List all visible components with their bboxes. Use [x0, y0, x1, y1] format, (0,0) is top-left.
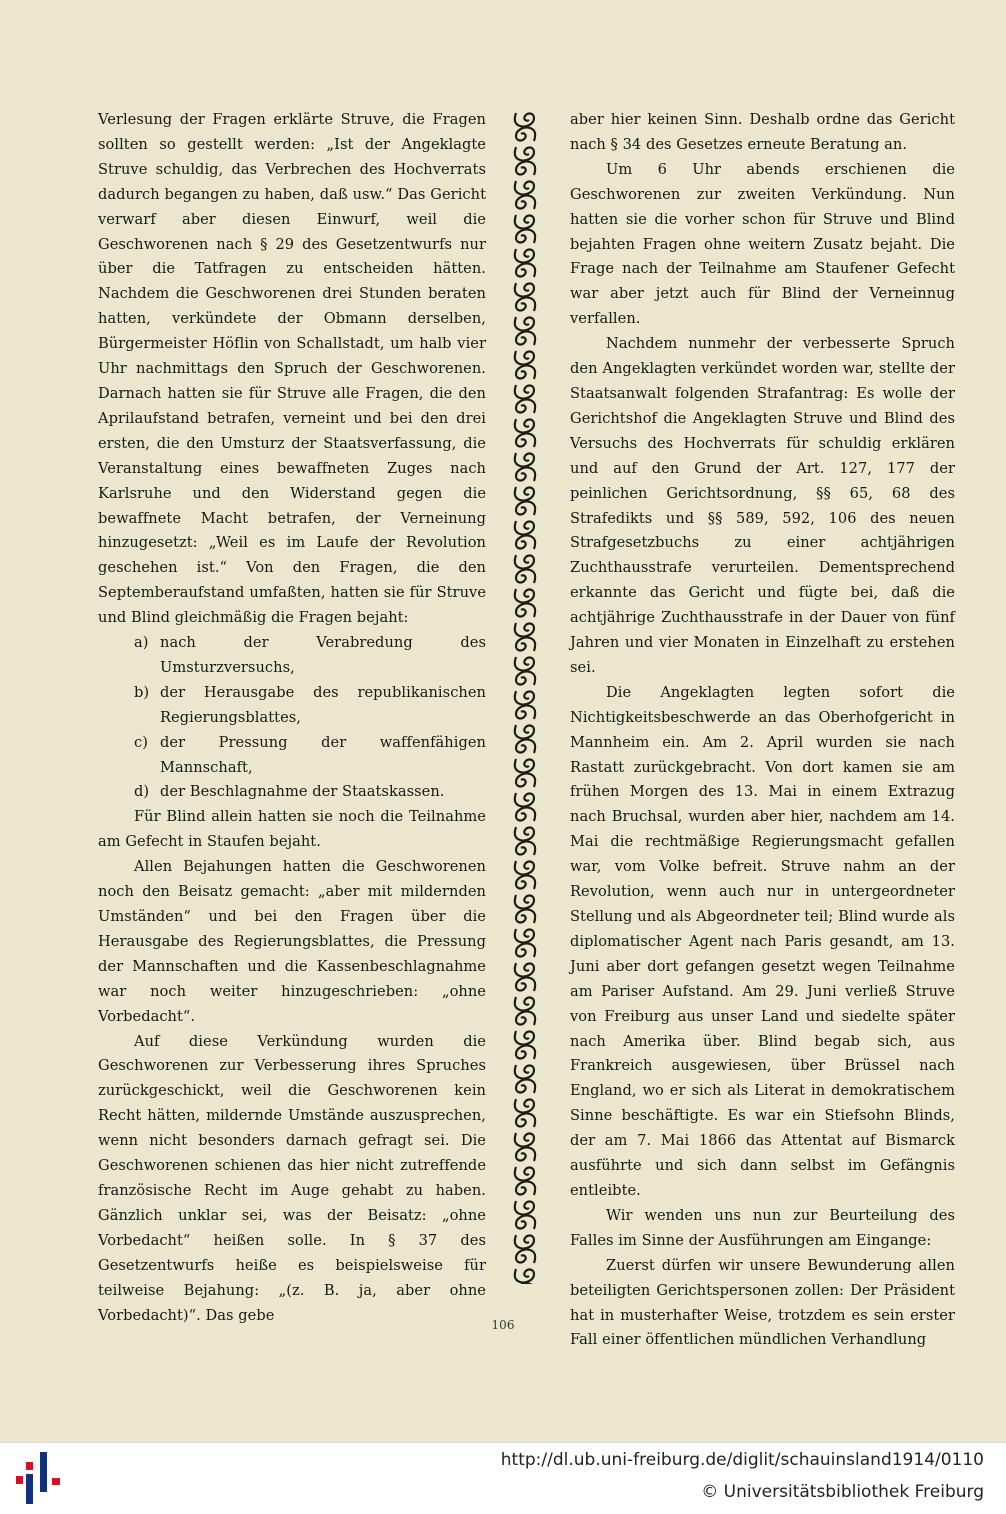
- paragraph: Nachdem nunmehr der verbesserte Spruch den Angeklagten verkündet worden war, stellte der Staatsanwalt folgenden Strafantrag: Es wolle der Gerichtshof die Angeklagten Struve und Blind des Versuchs des Hochverrats für schuldig erklären und auf den Grund der Art. 127, 177 der peinlichen Gerichtsordnung, §§ 65, 68 des Strafedikts und §§ 589, 592, 106 des neuen Strafgesetzbuchs zu einer achtjährigen Zuchthausstrafe verurteilen. Dementsprechend erkannte das Gericht und fügte bei, daß die achtjährige Zuchthausstrafe in der Dauer von fünf Jahren und vier Monaten in Einzelhaft zu erstehen sei.: [570, 335, 955, 676]
- list-item: [98, 731, 486, 781]
- list-item-text: der Beschlagnahme der Staatskassen.: [160, 783, 445, 801]
- list-item: [98, 681, 486, 731]
- ornamental-border: [512, 110, 538, 1284]
- paragraph: Zuerst dürfen wir unsere Bewunderung allen beteiligten Gerichtspersonen zollen: Der Präsident hat in musterhafter Weise, trotzdem es sein erster Fall einer öffentlichen mündlichen Verhandlung: [570, 1256, 955, 1349]
- list-item-text: nach der Verabredung des Umsturzversuchs,: [160, 634, 486, 676]
- list-marker: a): [134, 634, 149, 652]
- list-marker: b): [134, 683, 150, 701]
- list-item-text: der Herausgabe des republikanischen Regierungsblattes,: [160, 683, 486, 726]
- left-text-column: [98, 108, 486, 1328]
- paragraph: Die Angeklagten legten sofort die Nichtigkeitsbeschwerde an das Oberhofgericht in Mannheim ein. Am 2. April wurden sie nach Rastatt zurückgebracht. Von dort kamen sie am frühen Morgen des 13. Mai in einem Extrazug nach Bruchsal, wurden aber hier, nachdem am 14. Mai die rechtmäßige Regierungsmacht gefallen war, vom Volke befreit. Struve nahm an der Revolution, wenn auch nur in untergeordneter Stellung und als Abgeordneter teil; Blind wurde als diplomatischer Agent nach Paris gesandt, am 13. Juni aber dort gefangen gesetzt wegen Teilnahme am Pariser Aufstand. Am 29. Juni verließ Struve von Freiburg aus unser Land und siedelte später nach Amerika über. Blind begab sich, aus Frankreich ausgewiesen, über Brüssel nach England, wo er sich als Literat in demokratischem Sinne beschäftigte. Es war ein Stiefsohn Blinds, der am 7. Mai 1866 das Attentat auf Bismarck ausführte und sich dann selbst im Gefängnis entleibte.: [570, 683, 955, 1199]
- paragraph: aber hier keinen Sinn. Deshalb ordne das Gericht nach § 34 des Gesetzes erneute Beratung an.: [570, 111, 955, 153]
- verdict-list: [98, 631, 486, 805]
- list-marker: d): [134, 783, 150, 801]
- page-number: 106: [491, 1318, 515, 1332]
- paragraph: Wir wenden uns nun zur Beurteilung des Falles im Sinne der Ausführungen am Eingange:: [570, 1206, 955, 1249]
- ub-freiburg-logo-icon: [12, 1448, 64, 1504]
- source-url-link[interactable]: http://dl.ub.uni-freiburg.de/diglit/schauinsland1914/0110: [500, 1450, 984, 1470]
- paragraph: Allen Bejahungen hatten die Geschworenen noch den Beisatz gemacht: „aber mit mildernden Umständen“ und bei den Fragen über die Herausgabe des Regierungsblattes, die Pressung der Mannschaften und die Kassenbeschlagnahme war noch weiter hinzugeschrieben: „ohne Vorbedacht“.: [98, 858, 486, 1025]
- paragraph: Um 6 Uhr abends erschienen die Geschworenen zur zweiten Verkündung. Nun hatten sie die vorher schon für Struve und Blind bejahten Fragen ohne weitern Zusatz bejaht. Die Frage nach der Teilnahme am Staufener Gefecht war aber jetzt auch für Blind der Verneinnug verfallen.: [570, 160, 955, 328]
- paragraph: Für Blind allein hatten sie noch die Teilnahme am Gefecht in Staufen bejaht.: [98, 808, 486, 851]
- list-marker: c): [134, 733, 148, 751]
- copyright-text: © Universitätsbibliothek Freiburg: [701, 1482, 984, 1502]
- list-item: [98, 631, 486, 681]
- paragraph: Auf diese Verkündung wurden die Geschworenen zur Verbesserung ihres Spruches zurückgeschickt, weil die Geschworenen kein Recht hätten, mildernde Umstände auszusprechen, wenn nicht besonders darnach gefragt sei. Die Geschworenen schienen das hier nicht zutreffende französische Recht im Auge gehabt zu haben. Gänzlich unklar sei, was der Beisatz: „ohne Vorbedacht“ heißen solle. In § 37 des Gesetzentwurfs heiße es beispielsweise für teilweise Bejahung: „(z. B. ja, aber ohne Vorbedacht)“. Das gebe: [98, 1032, 486, 1324]
- right-text-column: [570, 108, 955, 1353]
- list-item-text: der Pressung der waffenfähigen Mannschaft,: [160, 733, 486, 776]
- paragraph: Verlesung der Fragen erklärte Struve, die Fragen sollten so gestellt werden: „Ist der Angeklagte Struve schuldig, das Verbrechen des Hochverrats dadurch begangen zu haben, daß usw.“ Das Gericht verwarf aber diesen Einwurf, weil die Geschworenen nach § 29 des Gesetzentwurfs nur über die Tatfragen zu entscheiden hätten. Nachdem die Geschworenen drei Stunden beraten hatten, verkündete der Obmann derselben, Bürgermeister Höflin von Schallstadt, um halb vier Uhr nachmittags den Spruch der Geschworenen. Darnach hatten sie für Struve alle Fragen, die den Aprilaufstand betrafen, verneint und bei den drei ersten, die den Umsturz der Staatsverfassung, die Veranstaltung eines bewaffneten Zuges nach Karlsruhe und den Widerstand gegen die bewaffnete Macht betrafen, der Verneinung hinzugesetzt: „Weil es im Laufe der Revolution geschehen ist.“ Von den Fragen, die den Septemberaufstand umfaßten, hatten sie für Struve und Blind gleichmäßig die Fragen bejaht:: [98, 111, 486, 627]
- list-item: [98, 780, 486, 805]
